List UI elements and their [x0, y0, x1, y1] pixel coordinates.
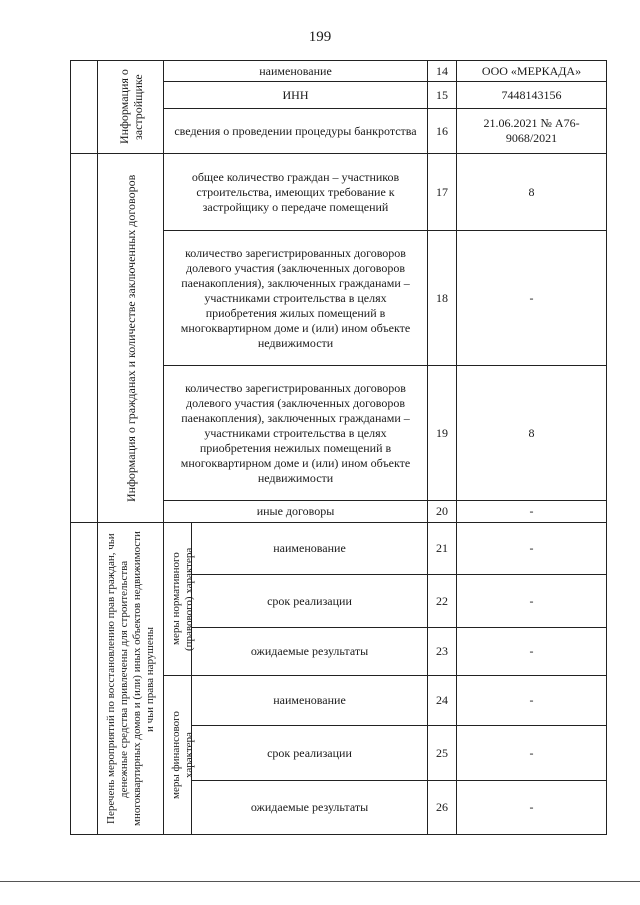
- row-value: -: [457, 575, 607, 628]
- row-number: 21: [428, 523, 457, 575]
- data-table: [70, 60, 607, 835]
- row-value: -: [457, 726, 607, 781]
- row-number: 26: [428, 781, 457, 835]
- row-value: -: [457, 628, 607, 676]
- row-number: 19: [428, 366, 457, 501]
- row-value: 7448143156: [457, 82, 607, 109]
- row-label: ожидаемые результаты: [192, 628, 428, 676]
- row-number: 24: [428, 676, 457, 726]
- subsection-financial-label: меры финансового характера: [170, 711, 195, 799]
- row-value: 21.06.2021 № А76-9068/2021: [457, 109, 607, 154]
- row-label: наименование: [164, 61, 428, 82]
- left-margin-cell: [71, 61, 98, 154]
- row-number: 22: [428, 575, 457, 628]
- left-margin-cell: [71, 523, 98, 835]
- row-number: 14: [428, 61, 457, 82]
- row-value: 8: [457, 154, 607, 231]
- row-label: сведения о проведении процедуры банкротства: [164, 109, 428, 154]
- row-number: 23: [428, 628, 457, 676]
- section-citizens-label: Информация о гражданах и количестве заключенных договоров: [123, 174, 138, 502]
- row-label: ожидаемые результаты: [192, 781, 428, 835]
- row-label: количество зарегистрированных договоров долевого участия (заключенных договоров паенакопления), заключенных гражданами – участниками строительства в целях приобретения жилых помещений в многоквартирном доме и (или) ином объекте недвижимости: [164, 231, 428, 366]
- row-value: -: [457, 523, 607, 575]
- row-value: ООО «МЕРКАДА»: [457, 61, 607, 82]
- row-value: -: [457, 781, 607, 835]
- row-label: наименование: [192, 676, 428, 726]
- bottom-rule: [0, 881, 640, 882]
- row-number: 17: [428, 154, 457, 231]
- row-number: 18: [428, 231, 457, 366]
- row-value: 8: [457, 366, 607, 501]
- row-label: наименование: [192, 523, 428, 575]
- row-label: ИНН: [164, 82, 428, 109]
- section-developer: [98, 61, 164, 154]
- row-value: -: [457, 501, 607, 523]
- row-number: 15: [428, 82, 457, 109]
- subsection-normative-label: меры нормативного (правового) характера: [170, 547, 195, 651]
- row-number: 16: [428, 109, 457, 154]
- subsection-normative: [164, 523, 195, 676]
- subsection-financial: [164, 676, 195, 835]
- row-label: общее количество граждан – участников строительства, имеющих требование к застройщику о передаче помещений: [164, 154, 428, 231]
- row-value: -: [457, 676, 607, 726]
- row-label: срок реализации: [192, 726, 428, 781]
- row-number: 25: [428, 726, 457, 781]
- row-label: количество зарегистрированных договоров долевого участия (заключенных договоров паенакопления), заключенных гражданами – участниками строительства в целях приобретения нежилых помещений в многоквартирном доме и (или) ином объекте недвижимости: [164, 366, 428, 501]
- left-margin-cell: [71, 154, 98, 523]
- row-value: -: [457, 231, 607, 366]
- table-row: [71, 61, 607, 82]
- row-label: иные договоры: [164, 501, 428, 523]
- table-row: [71, 154, 607, 231]
- page-number: 199: [308, 29, 332, 45]
- section-developer-label: Информация о застройщике: [116, 69, 145, 145]
- row-number: 20: [428, 501, 457, 523]
- row-label: срок реализации: [192, 575, 428, 628]
- table-row: [71, 523, 607, 575]
- section-measures: [98, 523, 164, 835]
- section-measures-label: Перечень мероприятий по восстановлению прав граждан, чьи денежные средства привлечены для строительства многоквартирных домов и (или) иных объектов недвижимости и чьи права нарушены: [104, 531, 156, 826]
- section-citizens: [98, 154, 164, 523]
